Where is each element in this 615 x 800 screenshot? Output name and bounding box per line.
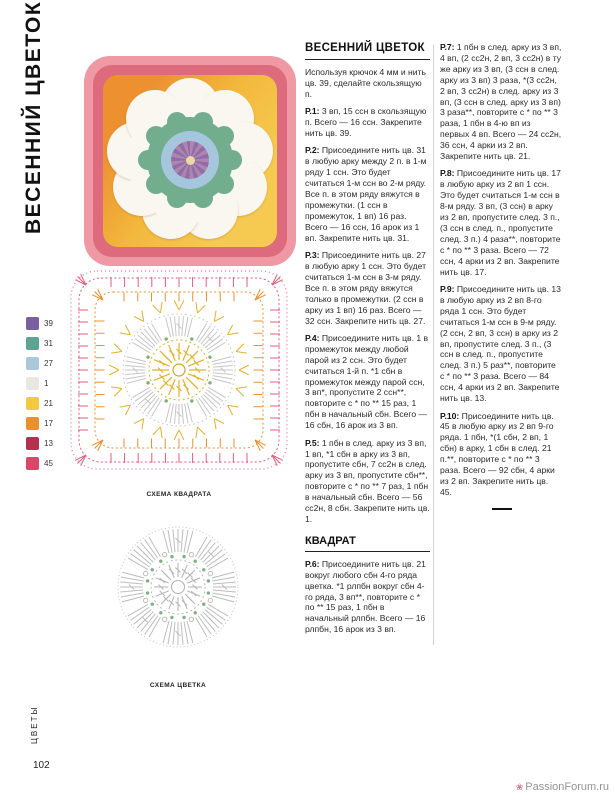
row-text: Присоедините нить цв. 13 в любую арку из 2 вп 8-го ряда 1 ссн. Это будет считаться 1-м ссн в 9-м ряду. (2 ссн, 2 вп, 3 ссн) в арку из 2 вп, пропустите след. 3 п., (3 ссн в след. п., пропустите след. 3 п.) 5 раз**, повторите с * по ** 3 раза. Всего — 84 ссн, 4 арки из 2 вп. Закрепите нить цв. 13.: [440, 284, 561, 404]
intro-text: Используя крючок 4 мм и нить цв. 39, сделайте скользящую п.: [305, 67, 427, 99]
color-swatch: [26, 397, 39, 410]
row-label: Р.5:: [305, 437, 320, 448]
article-column-1: [305, 42, 430, 642]
granny-square-photo: [84, 56, 296, 266]
row-text: Присоедините нить цв. 1 в промежуток между любой парой из 2 ссн. Это будет считаться 1-й п. *1 сбн в промежуток между парой ссн, 3 вп*, пропустите 2 ссн**, повторите с * по ** 15 раз, 1 пбн в начальный сбн. Всего — 16 сбн, 16 арок из 3 вп.: [305, 332, 429, 431]
article-column-2: [440, 42, 562, 510]
instruction-r5: [305, 438, 430, 525]
instruction-r7: [440, 42, 562, 162]
color-swatch: [26, 317, 39, 330]
row-text: Присоедините нить цв. 45 в любую арку из 2 вп 9-го ряда. 1 пбн, *(1 сбн, 2 вп, 1 сбн) в арку, 1 сбн в след. 21 п.**, повторите с * по ** 3 раза. Всего — 92 сбн, 4 арки из 2 вп. Закрепите нить цв. 45.: [440, 410, 555, 497]
square-chart-diagram: [55, 264, 303, 498]
vertical-page-title: ВЕСЕННИЙ ЦВЕТОК: [22, 0, 45, 234]
square-chart-svg: [55, 264, 303, 484]
watermark-text: PassionForum.ru: [525, 781, 609, 793]
watermark: [516, 781, 609, 793]
row-text: Присоедините нить цв. 17 в любую арку из 2 вп 1 ссн. Это будет считаться 1-м ссн в 8-м ряду. 3 вп, (3 ссн) в арку из 2 вп, пропустите след. 3 п., (3 ссн в след. п., пропустите след. 3 п.) 4 раза**, повторите с * по ** 3 раза. Всего — 72 ссн, 4 арки из 2 вп. Закрепите нить цв. 17.: [440, 168, 561, 277]
color-number: 13: [44, 439, 53, 448]
instruction-r10: [440, 411, 562, 498]
row-label: Р.2:: [305, 145, 320, 156]
color-number: 39: [44, 319, 53, 328]
legend-item: [26, 317, 53, 330]
color-number: 17: [44, 419, 53, 428]
instruction-r9: [440, 284, 562, 404]
quadrat-heading: КВАДРАТ: [305, 535, 430, 552]
legend-item: [26, 357, 53, 370]
legend-item: [26, 337, 53, 350]
flower-chart-diagram: [90, 503, 266, 689]
row-label: Р.4:: [305, 332, 320, 343]
watermark-logo-icon: ❀: [515, 782, 524, 792]
row-text: Присоедините нить цв. 27 в любую арку 1 ссн. Это будет считаться 1-м ссн в 3-м ряду. Все п. в этом ряду вяжутся только в промежутки. (2 ссн в арку из 1 вп) 16 раз. Всего — 32 ссн. Закрепите нить цв. 27.: [305, 250, 427, 326]
color-swatch: [26, 417, 39, 430]
instruction-r1: [305, 106, 430, 139]
color-swatch: [26, 437, 39, 450]
row-label: Р.9:: [440, 284, 455, 295]
color-number: 21: [44, 399, 53, 408]
section-label: ЦВЕТЫ: [30, 705, 39, 744]
legend-item: [26, 377, 53, 390]
legend-item: [26, 417, 53, 430]
color-number: 31: [44, 339, 53, 348]
color-swatch: [26, 377, 39, 390]
color-swatch: [26, 457, 39, 470]
color-swatch: [26, 357, 39, 370]
flower-chart-svg: [90, 503, 266, 675]
row-text: Присоедините нить цв. 21 вокруг любого сбн 4-го ряда цветка. *1 рлпбн вокруг сбн 4-го ряда, 3 вп**, повторите с * по ** 15 раз, 1 пбн в начальный рлпбн. Всего — 16 рлпбн, 16 арок из 3 вп.: [305, 558, 426, 635]
flower-chart-caption: СХЕМА ЦВЕТКА: [149, 682, 207, 689]
legend-item: [26, 457, 53, 470]
instruction-r8: [440, 168, 562, 277]
color-number: 45: [44, 459, 53, 468]
instruction-r6: [305, 559, 430, 635]
instruction-r2: [305, 145, 430, 243]
row-label: Р.8:: [440, 168, 455, 179]
row-label: Р.6:: [305, 558, 320, 569]
instruction-r4: [305, 333, 430, 431]
column-divider: [433, 45, 434, 645]
page-number: 102: [33, 760, 50, 771]
row-label: Р.3:: [305, 250, 320, 261]
instruction-r3: [305, 250, 430, 326]
photo-flower-layers: [100, 72, 280, 250]
square-chart-caption: СХЕМА КВАДРАТА: [146, 491, 212, 498]
row-label: Р.1:: [305, 106, 320, 117]
row-text: 1 пбн в след. арку из 3 вп, 1 вп, *1 сбн в арку из 3 вп, пропустите сбн, 7 сс2н в след. арку из 3 вп, пропустите сбн**, повторите с * по ** 7 раз, 1 пбн в начальный сбн. Всего — 56 сс2н, 8 сбн. Закрепите нить цв. 1.: [305, 437, 430, 524]
yarn-color-legend: [26, 317, 53, 470]
row-label: Р.7:: [440, 42, 455, 52]
legend-item: [26, 397, 53, 410]
row-label: Р.10:: [440, 410, 460, 421]
color-swatch: [26, 337, 39, 350]
color-number: 1: [44, 379, 49, 388]
row-text: 3 вп, 15 ссн в скользящую п. Всего — 16 ссн. Закрепите нить цв. 39.: [305, 106, 427, 139]
row-text: 1 пбн в след. арку из 3 вп, 4 вп, (2 сс2н, 2 вп, 3 сс2н) в ту же арку из 3 вп, (3 ссн в след. арку из 3 вп) 3 раза, *(3 сс2н, 2 вп, 3 сс2н) в след. арку из 3 вп, (3 ссн в след. арку из 3 вп) 3 раза**, повторите с * по ** 3 раза, 1 пбн в 4-ю вп из первых 4 вп. Всего — 24 сс2н, 36 ссн, 4 арки из 2 вп. Закрепите нить цв. 21.: [440, 42, 562, 162]
row-text: Присоедините нить цв. 31 в любую арку между 2 п. в 1-м ряду 1 ссн. Это будет считаться 1-м ссн во 2-м ряду. Все п. в этом ряду вяжутся в промежутки. (1 ссн в промежуток, 1 вп) 16 раз. Всего — 16 ссн, 16 арок из 1 вп. Закрепите нить цв. 31.: [305, 145, 427, 243]
color-number: 27: [44, 359, 53, 368]
legend-item: [26, 437, 53, 450]
article-title: ВЕСЕННИЙ ЦВЕТОК: [305, 42, 430, 60]
end-of-article-mark: [492, 508, 512, 510]
